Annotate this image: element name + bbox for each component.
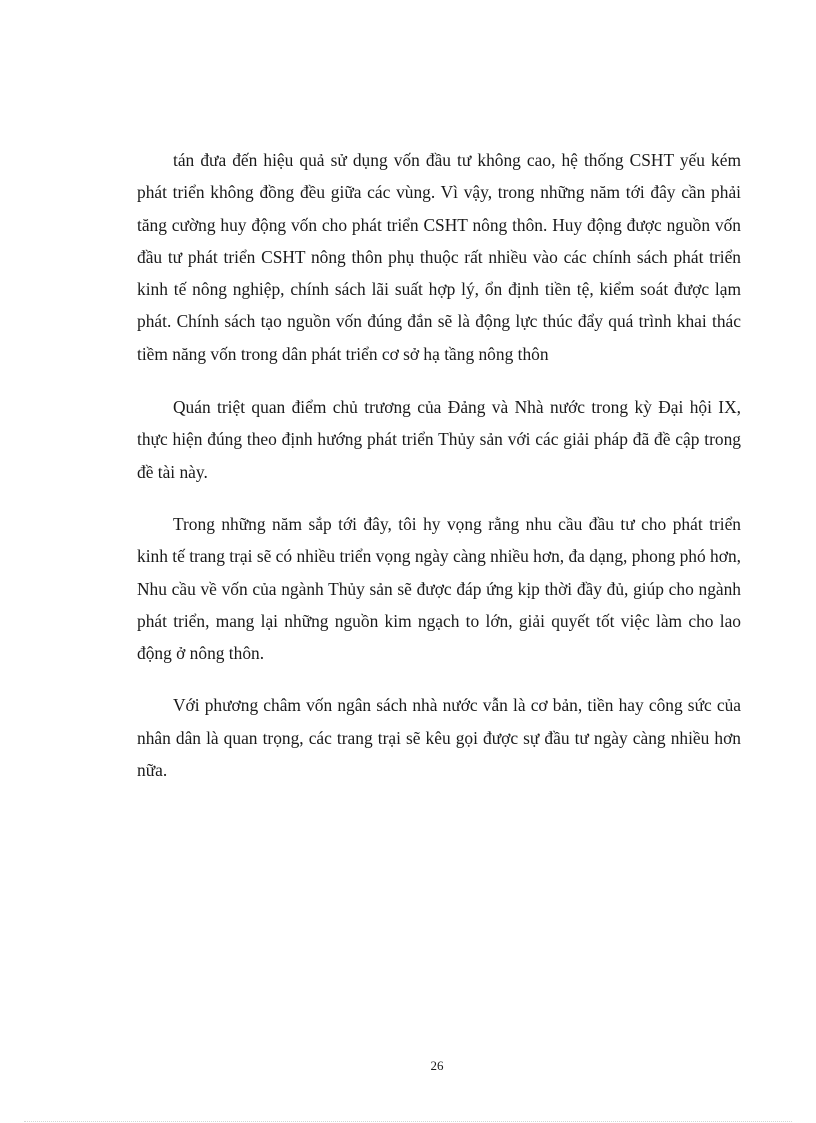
page-bottom-rule bbox=[24, 1121, 792, 1122]
page-number: 26 bbox=[430, 1058, 444, 1073]
paragraph-1: tán đưa đến hiệu quả sử dụng vốn đầu tư không cao, hệ thống CSHT yếu kém phát triển không đồng đều giữa các vùng. Vì vậy, trong những năm tới đây cần phải tăng cường huy động vốn cho phát triển CSHT nông thôn. Huy động được nguồn vốn đầu tư phát triển CSHT nông thôn phụ thuộc rất nhiều vào các chính sách phát triển kinh tế nông nghiệp, chính sách lãi suất hợp lý, ổn định tiền tệ, kiểm soát được lạm phát. Chính sách tạo nguồn vốn đúng đắn sẽ là động lực thúc đẩy quá trình khai thác tiềm năng vốn trong dân phát triển cơ sở hạ tầng nông thôn bbox=[137, 150, 741, 364]
paragraph-2: Quán triệt quan điểm chủ trương của Đảng và Nhà nước trong kỳ Đại hội IX, thực hiện đúng theo định hướng phát triển Thủy sản với các giải pháp đã đề cập trong đề tài này. bbox=[137, 397, 741, 482]
body-text bbox=[137, 144, 741, 786]
paragraph-3: Trong những năm sắp tới đây, tôi hy vọng rằng nhu cầu đầu tư cho phát triển kinh tế trang trại sẽ có nhiều triển vọng ngày càng nhiều hơn, đa dạng, phong phó hơn, Nhu cầu về vốn của ngành Thủy sản sẽ được đáp ứng kịp thời đầy đủ, giúp cho ngành phát triển, mang lại những nguồn kim ngạch to lớn, giải quyết tốt việc làm cho lao động ở nông thôn. bbox=[137, 513, 741, 664]
paragraph-4: Với phương châm vốn ngân sách nhà nước vẫn là cơ bản, tiền hay công sức của nhân dân là quan trọng, các trang trại sẽ kêu gọi được sự đầu tư ngày càng nhiều hơn nữa. bbox=[137, 695, 741, 781]
